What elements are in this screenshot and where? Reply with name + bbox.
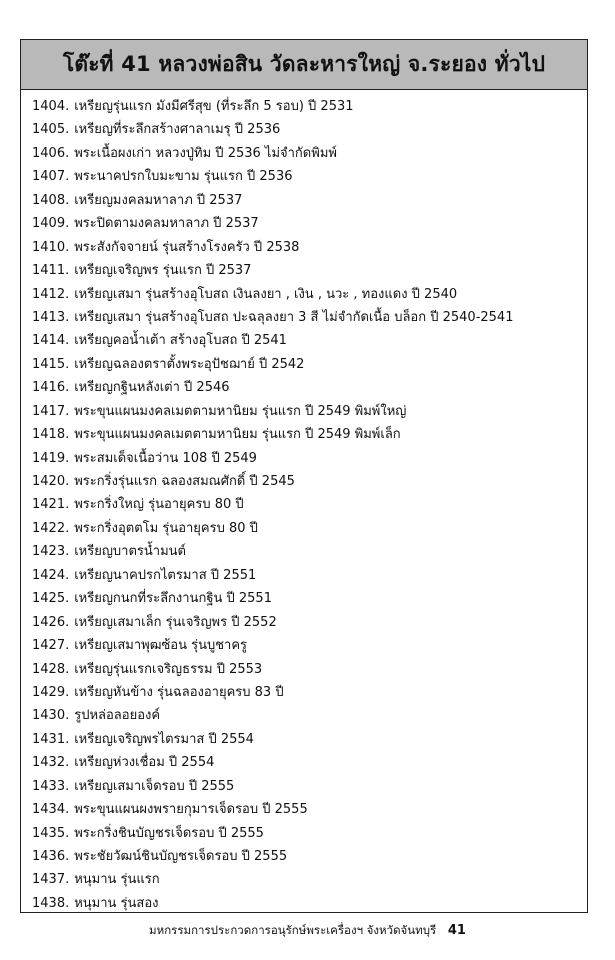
list-item	[32, 423, 587, 446]
item-text: รูปหล่อลอยองค์	[74, 708, 161, 724]
table-card	[20, 39, 588, 913]
item-number: 1417.	[32, 403, 70, 419]
list-item	[32, 517, 587, 540]
list-item	[32, 142, 587, 165]
list-item	[32, 681, 587, 704]
item-text: เหรียญเสมาเล็ก รุ่นเจริญพร ปี 2552	[74, 614, 277, 630]
list-item	[32, 845, 587, 868]
item-text: พระกริ่งรุ่นแรก ฉลองสมณศักดิ์ ปี 2545	[74, 474, 295, 489]
item-number: 1424.	[32, 567, 70, 583]
item-text: พระชัยวัฒน์ชินบัญชรเจ็ดรอบ ปี 2555	[74, 849, 288, 864]
item-text: พระขุนแผนมงคลเมตตามหานิยม รุ่นแรก ปี 2549 พิมพ์ใหญ่	[74, 403, 407, 419]
item-text: เหรียญที่ระลึกสร้างศาลาเมรุ ปี 2536	[74, 122, 281, 138]
item-text: เหรียญเสมาพุฒซ้อน รุ่นบูชาครู	[74, 638, 248, 654]
item-number: 1406.	[32, 145, 70, 161]
page-footer	[0, 922, 615, 940]
list-item	[32, 634, 587, 657]
item-text: เหรียญเสมาเจ็ดรอบ ปี 2555	[74, 778, 235, 794]
list-item	[32, 95, 587, 118]
item-text: เหรียญกนกที่ระลึกงานกฐิน ปี 2551	[74, 591, 272, 607]
page-title: โต๊ะที่ 41 หลวงพ่อสิน วัดละหารใหญ่ จ.ระยอง ทั่วไป	[21, 40, 587, 90]
footer-text: มหกรรมการประกวดการอนุรักษ์พระเครื่องฯ จังหวัดจันทบุรี	[149, 923, 437, 937]
list-item	[32, 751, 587, 774]
item-number: 1410.	[32, 239, 70, 255]
item-number: 1432.	[32, 755, 70, 771]
item-text: เหรียญมงคลมหาลาภ ปี 2537	[74, 192, 243, 208]
item-text: เหรียญเสมา รุ่นสร้างอุโบสถ เงินลงยา , เงิน , นวะ , ทองแดง ปี 2540	[74, 286, 458, 302]
page-number: 41	[447, 923, 466, 938]
item-number: 1420.	[32, 474, 70, 489]
list-item	[32, 822, 587, 845]
list-item	[32, 189, 587, 212]
list-item	[32, 236, 587, 259]
item-number: 1438.	[32, 895, 70, 911]
item-text: เหรียญฉลองตราตั้งพระอุปัชฌาย์ ปี 2542	[74, 356, 305, 372]
item-number: 1436.	[32, 849, 70, 864]
item-number: 1404.	[32, 99, 70, 114]
item-text: เหรียญเสมา รุ่นสร้างอุโบสถ ปะฉลุลงยา 3 สี ไม่จำกัดเนื้อ บล็อก ปี 2540-2541	[74, 309, 514, 325]
item-text: พระกริ่งอุตตโม รุ่นอายุครบ 80 ปี	[74, 520, 258, 536]
item-number: 1405.	[32, 122, 70, 138]
list-item	[32, 704, 587, 727]
item-number: 1418.	[32, 427, 70, 443]
list-item	[32, 283, 587, 306]
item-text: เหรียญคอน้ำเต้า สร้างอุโบสถ ปี 2541	[74, 333, 287, 349]
list-item	[32, 775, 587, 798]
list-item	[32, 118, 587, 141]
item-number: 1412.	[32, 286, 70, 302]
item-text: พระขุนแผนผงพรายกุมารเจ็ดรอบ ปี 2555	[74, 802, 308, 818]
list-item	[32, 798, 587, 821]
list-item	[32, 658, 587, 681]
item-text: เหรียญนาคปรกไตรมาส ปี 2551	[74, 567, 257, 583]
item-text: เหรียญห่วงเชื่อม ปี 2554	[74, 755, 215, 771]
item-number: 1433.	[32, 778, 70, 794]
list-item	[32, 400, 587, 423]
item-text: พระสังกัจจายน์ รุ่นสร้างโรงครัว ปี 2538	[74, 239, 300, 255]
item-number: 1428.	[32, 661, 70, 677]
item-text: เหรียญเจริญพร รุ่นแรก ปี 2537	[74, 263, 252, 279]
item-number: 1419.	[32, 450, 70, 466]
item-number: 1414.	[32, 333, 70, 349]
amulet-list	[21, 90, 587, 915]
list-item	[32, 306, 587, 329]
item-number: 1421.	[32, 497, 70, 513]
item-number: 1416.	[32, 380, 70, 396]
list-item	[32, 493, 587, 516]
item-text: เหรียญรุ่นแรก มังมีศรีสุข (ที่ระลึก 5 รอบ) ปี 2531	[74, 99, 354, 114]
list-item	[32, 353, 587, 376]
item-number: 1429.	[32, 684, 70, 700]
item-number: 1422.	[32, 520, 70, 536]
item-text: หนุมาน รุ่นสอง	[74, 895, 159, 911]
item-number: 1423.	[32, 544, 70, 560]
item-number: 1426.	[32, 614, 70, 630]
item-number: 1408.	[32, 192, 70, 208]
item-number: 1415.	[32, 356, 70, 372]
item-number: 1413.	[32, 309, 70, 325]
item-number: 1407.	[32, 169, 70, 185]
item-number: 1434.	[32, 802, 70, 818]
list-item	[32, 212, 587, 235]
item-text: เหรียญรุ่นแรกเจริญธรรม ปี 2553	[74, 661, 263, 677]
item-number: 1430.	[32, 708, 70, 724]
item-text: เหรียญเจริญพรไตรมาส ปี 2554	[74, 731, 254, 747]
list-item	[32, 611, 587, 634]
item-text: พระนาคปรกใบมะขาม รุ่นแรก ปี 2536	[74, 169, 293, 185]
list-item	[32, 447, 587, 470]
item-text: เหรียญหันข้าง รุ่นฉลองอายุครบ 83 ปี	[74, 684, 284, 700]
item-number: 1425.	[32, 591, 70, 607]
item-number: 1435.	[32, 825, 70, 841]
item-text: พระกริ่งใหญ่ รุ่นอายุครบ 80 ปี	[74, 497, 244, 513]
item-text: เหรียญบาตรน้ำมนต์	[74, 544, 186, 560]
list-item	[32, 165, 587, 188]
list-item	[32, 540, 587, 563]
list-item	[32, 564, 587, 587]
item-text: หนุมาน รุ่นแรก	[74, 872, 160, 888]
item-text: พระขุนแผนมงคลเมตตามหานิยม รุ่นแรก ปี 2549 พิมพ์เล็ก	[74, 427, 401, 443]
item-number: 1437.	[32, 872, 70, 888]
item-number: 1409.	[32, 216, 70, 232]
list-item	[32, 892, 587, 915]
list-item	[32, 329, 587, 352]
list-item	[32, 728, 587, 751]
item-text: พระกริ่งชินบัญชรเจ็ดรอบ ปี 2555	[74, 825, 264, 841]
list-item	[32, 376, 587, 399]
item-number: 1427.	[32, 638, 70, 654]
list-item	[32, 868, 587, 891]
item-number: 1431.	[32, 731, 70, 747]
item-text: เหรียญกฐินหลังเต่า ปี 2546	[74, 380, 230, 396]
item-text: พระสมเด็จเนื้อว่าน 108 ปี 2549	[74, 450, 257, 466]
item-number: 1411.	[32, 263, 70, 279]
list-item	[32, 470, 587, 493]
item-text: พระเนื้อผงเก่า หลวงปู่ทิม ปี 2536 ไม่จำกัดพิมพ์	[74, 145, 337, 161]
item-text: พระปิดตามงคลมหาลาภ ปี 2537	[74, 216, 259, 232]
list-item	[32, 587, 587, 610]
list-item	[32, 259, 587, 282]
